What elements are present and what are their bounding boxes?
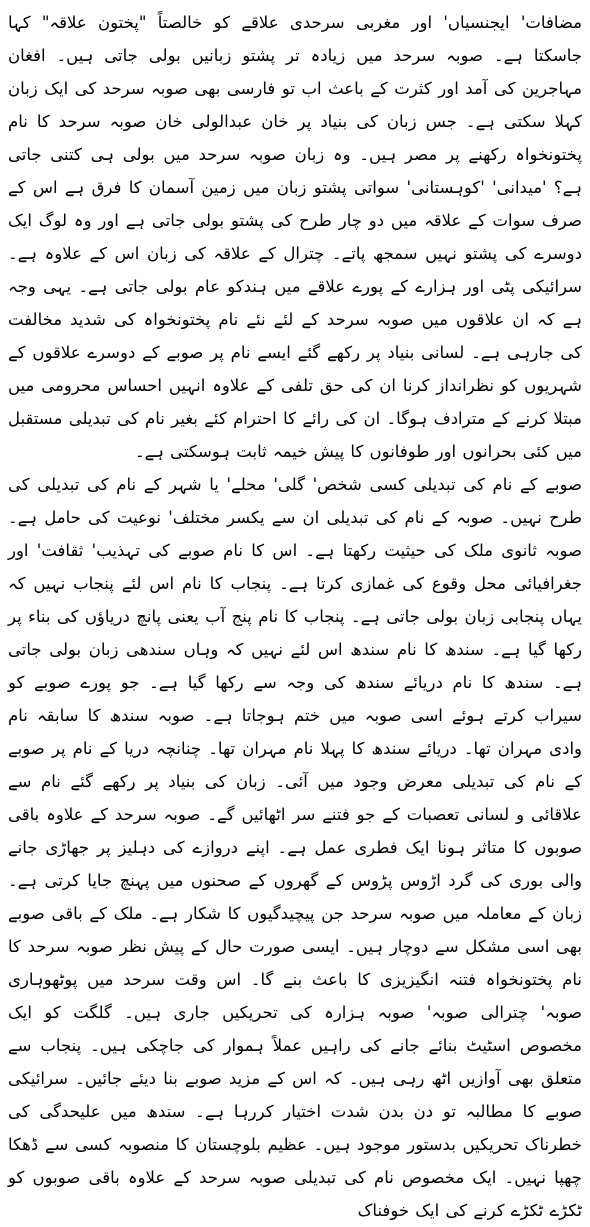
paragraph-1: مضافات' ایجنسیاں' اور مغربی سرحدی علاقے کو خالصتاً "پختون علاقہ" کہا جاسکتا ہے۔ صوبہ سرحد میں زیادہ تر پشتو زبانیں بولی جاتی ہیں۔ افغان مہاجرین کی آمد اور کثرت کے باعث اب تو فارسی بھی صوبہ سرحد کی ایک زبان کہلا سکتی ہے۔ جس زبان کی بنیاد پر خان عبدالولی خان صوبہ سرحد کا نام پختونخواہ رکھنے پر مصر ہیں۔ وہ زبان صوبہ سرحد میں بولی ہی کتنی جاتی ہے؟ 'میدانی' 'کوہستانی' سواتی پشتو زبان میں زمین آسمان کا فرق ہے اس کے صرف سوات کے علاقہ میں دو چار طرح کی پشتو بولی جاتی ہے اور وہ لوگ ایک دوسرے کی پشتو نہیں سمجھ پاتے۔ چترال کے علاقہ کی زبان اس کے علاوہ ہے۔ سرائیکی پٹی اور ہزارے کے پورے علاقے میں ہندکو عام بولی جاتی ہے۔ یہی وجہ ہے کہ ان علاقوں میں صوبہ سرحد کے لئے نئے نام پختونخواہ کی شدید مخالفت کی جارہی ہے۔ لسانی بنیاد پر رکھے گئے ایسے نام پر صوبے کے دوسرے علاقوں کے شہریوں کو نظرانداز کرنا ان کی حق تلفی کے علاوہ انہیں احساس محرومی میں مبتلا کرنے کے مترادف ہوگا۔ ان کی رائے کا احترام کئے بغیر نام کی تبدیلی مستقبل میں کئی بحرانوں اور طوفانوں کا پیش خیمہ ثابت ہوسکتی ہے۔ bbox=[8, 13, 582, 461]
paragraph-2: صوبے کے نام کی تبدیلی کسی شخص' گلی' محلے' یا شہر کے نام کی تبدیلی کی طرح نہیں۔ صوبہ کے نام کی تبدیلی ان سے یکسر مختلف' نوعیت کی حامل ہے۔ صوبہ ثانوی ملک کی حیثیت رکھتا ہے۔ اس کا نام صوبے کی تہذیب' ثقافت' اور جغرافیائی محل وقوع کی غمازی کرتا ہے۔ پنجاب کا نام اس لئے پنجاب نہیں کہ یہاں پنجابی زبان بولی جاتی ہے۔ پنجاب کا نام پنج آب یعنی پانچ دریاؤں کی بناء پر رکھا گیا ہے۔ سندھ کا نام سندھ اس لئے نہیں کہ وہاں سندھی زبان بولی جاتی ہے۔ سندھ کا نام دریائے سندھ کی وجہ سے رکھا گیا ہے۔ جو پورے صوبے کو سیراب کرتے ہوئے اسی صوبہ میں ختم ہوجاتا ہے۔ صوبہ سندھ کا سابقہ نام وادی مہران تھا۔ دریائے سندھ کا پہلا نام مہران تھا۔ چنانچہ دریا کے نام پر صوبے کے نام کی تبدیلی معرض وجود میں آئی۔ زبان کی بنیاد پر رکھے گئے نام سے علاقائی و لسانی تعصبات کے جو فتنے سر اٹھائیں گے۔ صوبہ سرحد کے علاوہ باقی صوبوں کا متاثر ہونا ایک فطری عمل ہے۔ اپنے دروازے کی دہلیز پر جھاڑی جانے والی بوری کی گرد اڑوس پڑوس کے گھروں کے صحنوں میں پہنچ جایا کرتی ہے۔ زبان کے معاملہ میں صوبہ سرحد جن پیچیدگیوں کا شکار ہے۔ ملک کے باقی صوبے بھی اسی مشکل سے دوچار ہیں۔ ایسی صورت حال کے پیش نظر صوبہ سرحد کا نام پختونخواہ فتنہ انگیزیزی کا باعث بنے گا۔ اس وقت سرحد میں پوٹھوہاری صوبہ' چترالی صوبہ' صوبہ ہزارہ کی تحریکیں جاری ہیں۔ گلگت کو ایک مخصوص اسٹیٹ بنائے جانے کی راہیں عملاً ہموار کی جاچکی ہیں۔ پنجاب سے متعلق بھی آوازیں اٹھ رہی ہیں۔ کہ اس کے مزید صوبے بنا دیئے جائیں۔ سرائیکی صوبے کا مطالبہ تو دن بدن شدت اختیار کررہا ہے۔ سندھ میں علیحدگی کی خطرناک تحریکیں بدستور موجود ہیں۔ عظیم بلوچستان کا منصوبہ کسی سے ڈھکا چھپا نہیں۔ ایک مخصوص نام کی تبدیلی صوبہ سرحد کے علاوہ باقی صوبوں کو ٹکڑے ٹکڑے کرنے کی ایک خوفناک bbox=[8, 475, 582, 1220]
